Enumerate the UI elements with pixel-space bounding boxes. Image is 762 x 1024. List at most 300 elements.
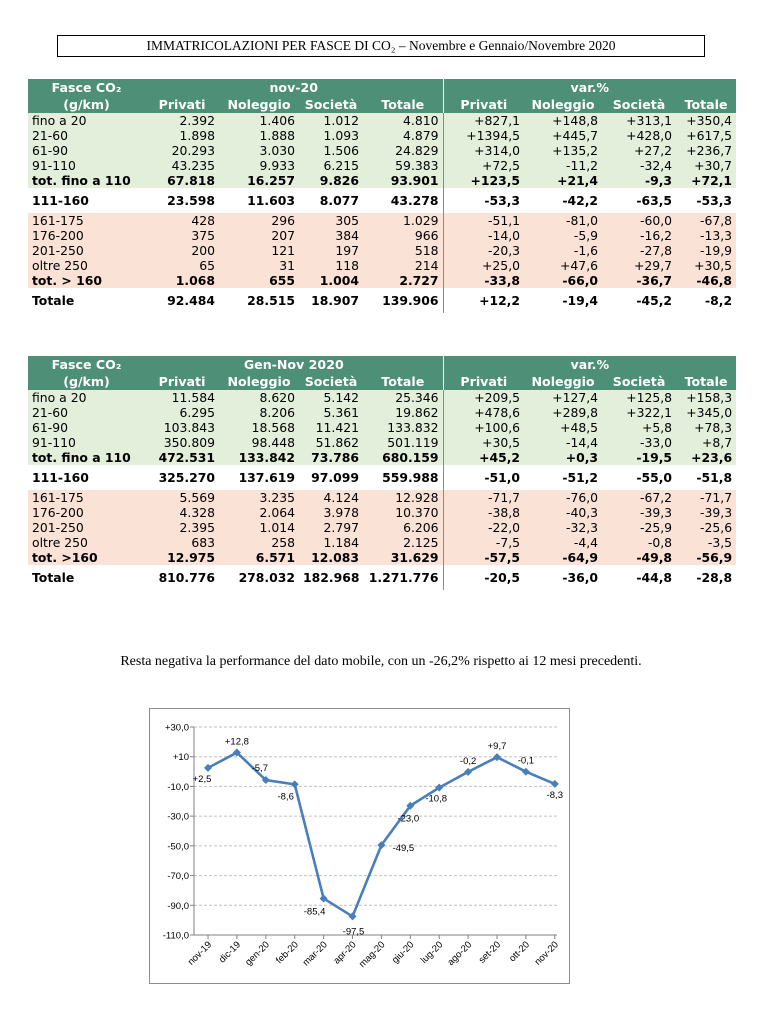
table-gen-nov-2020 bbox=[28, 356, 736, 590]
data-label: +12,8 bbox=[224, 736, 249, 748]
row-label: 91-110 bbox=[28, 158, 145, 173]
table-cell: -67,8 bbox=[676, 213, 736, 228]
table-cell: 24.829 bbox=[363, 143, 443, 158]
table-cell: 5.569 bbox=[145, 490, 219, 505]
data-label: -85,4 bbox=[303, 906, 326, 918]
table-cell: +78,3 bbox=[676, 420, 736, 435]
table-cell: 133.832 bbox=[363, 420, 443, 435]
table-cell: -25,6 bbox=[676, 520, 736, 535]
table-cell: 31.629 bbox=[363, 550, 443, 565]
table-cell: -33,0 bbox=[602, 435, 676, 450]
table-cell: 966 bbox=[363, 228, 443, 243]
table-cell: 51.862 bbox=[299, 435, 363, 450]
data-label: -5,7 bbox=[251, 763, 268, 775]
table-cell: 325.270 bbox=[145, 465, 219, 490]
data-label: -10,8 bbox=[425, 793, 448, 805]
column-header-row bbox=[28, 96, 736, 113]
table-cell: -22,0 bbox=[443, 520, 524, 535]
table-cell: -28,8 bbox=[676, 565, 736, 590]
table-cell: 5.142 bbox=[299, 390, 363, 405]
table-cell: 2.064 bbox=[219, 505, 299, 520]
table-cell: +100,6 bbox=[443, 420, 524, 435]
table-cell: -36,0 bbox=[524, 565, 602, 590]
table-cell: 501.119 bbox=[363, 435, 443, 450]
table-cell: 73.786 bbox=[299, 450, 363, 465]
table-cell: 182.968 bbox=[299, 565, 363, 590]
x-tick-label: gen-20 bbox=[243, 939, 272, 969]
table-cell: +45,2 bbox=[443, 450, 524, 465]
table-cell: -16,2 bbox=[602, 228, 676, 243]
table-cell: 518 bbox=[363, 243, 443, 258]
row-label: Totale bbox=[28, 565, 145, 590]
column-header: Totale bbox=[363, 96, 443, 113]
y-tick-label: -50,0 bbox=[167, 841, 189, 853]
table-row bbox=[28, 258, 736, 273]
table-cell: 4.879 bbox=[363, 128, 443, 143]
table-row bbox=[28, 158, 736, 173]
data-label: -97,5 bbox=[342, 926, 365, 938]
column-header: Noleggio bbox=[219, 96, 299, 113]
table-cell: 6.295 bbox=[145, 405, 219, 420]
row-label: tot. >160 bbox=[28, 550, 145, 565]
table-row bbox=[28, 288, 736, 313]
table-cell: +30,7 bbox=[676, 158, 736, 173]
table-cell: -14,0 bbox=[443, 228, 524, 243]
table-cell: 10.370 bbox=[363, 505, 443, 520]
fasce-unit-label: (g/km) bbox=[28, 373, 145, 390]
table-row bbox=[28, 450, 736, 465]
table-cell: +350,4 bbox=[676, 113, 736, 128]
table-cell: +23,6 bbox=[676, 450, 736, 465]
table-cell: +21,4 bbox=[524, 173, 602, 188]
table-cell: 1.014 bbox=[219, 520, 299, 535]
table-row bbox=[28, 490, 736, 505]
table-cell: 8.620 bbox=[219, 390, 299, 405]
table-row bbox=[28, 420, 736, 435]
chart-svg bbox=[149, 708, 570, 984]
table-cell: -64,9 bbox=[524, 550, 602, 565]
table-cell: +0,3 bbox=[524, 450, 602, 465]
table-cell: -19,5 bbox=[602, 450, 676, 465]
table-row bbox=[28, 565, 736, 590]
table-row bbox=[28, 128, 736, 143]
row-label: 176-200 bbox=[28, 228, 145, 243]
var-header: var.% bbox=[443, 79, 736, 96]
row-label: 61-90 bbox=[28, 420, 145, 435]
table-row bbox=[28, 228, 736, 243]
table-cell: +314,0 bbox=[443, 143, 524, 158]
table-cell: 1.271.776 bbox=[363, 565, 443, 590]
table-cell: +47,6 bbox=[524, 258, 602, 273]
table-cell: -66,0 bbox=[524, 273, 602, 288]
table-cell: -39,3 bbox=[602, 505, 676, 520]
y-tick-label: -30,0 bbox=[167, 811, 189, 823]
column-header: Privati bbox=[443, 96, 524, 113]
table-cell: +445,7 bbox=[524, 128, 602, 143]
table-cell: -71,7 bbox=[443, 490, 524, 505]
table-cell: 6.215 bbox=[299, 158, 363, 173]
table-cell: 25.346 bbox=[363, 390, 443, 405]
row-label: fino a 20 bbox=[28, 390, 145, 405]
table-cell: +148,8 bbox=[524, 113, 602, 128]
table-cell: 375 bbox=[145, 228, 219, 243]
table-cell: 121 bbox=[219, 243, 299, 258]
table-cell: 296 bbox=[219, 213, 299, 228]
table-cell: 2.125 bbox=[363, 535, 443, 550]
table-cell: 139.906 bbox=[363, 288, 443, 313]
table-cell: +12,2 bbox=[443, 288, 524, 313]
table-cell: 1.888 bbox=[219, 128, 299, 143]
table-cell: -56,9 bbox=[676, 550, 736, 565]
table-cell: -8,2 bbox=[676, 288, 736, 313]
table-row bbox=[28, 535, 736, 550]
table-cell: 350.809 bbox=[145, 435, 219, 450]
table-cell: +8,7 bbox=[676, 435, 736, 450]
column-header: Società bbox=[299, 373, 363, 390]
row-label: Totale bbox=[28, 288, 145, 313]
table-cell: 92.484 bbox=[145, 288, 219, 313]
table-cell: 6.206 bbox=[363, 520, 443, 535]
x-tick-label: ago-20 bbox=[445, 939, 475, 969]
table-cell: -1,6 bbox=[524, 243, 602, 258]
table-cell: 103.843 bbox=[145, 420, 219, 435]
table-cell: 1.406 bbox=[219, 113, 299, 128]
table-cell: 11.421 bbox=[299, 420, 363, 435]
table-row bbox=[28, 213, 736, 228]
row-label: tot. fino a 110 bbox=[28, 173, 145, 188]
column-header: Noleggio bbox=[524, 373, 602, 390]
data-label: -49,5 bbox=[392, 843, 415, 855]
y-tick-label: +30,0 bbox=[164, 722, 189, 734]
data-label: +2,5 bbox=[192, 773, 212, 785]
table-cell: -63,5 bbox=[602, 188, 676, 213]
table-cell: +289,8 bbox=[524, 405, 602, 420]
x-tick-label: apr-20 bbox=[331, 939, 359, 967]
row-label: tot. > 160 bbox=[28, 273, 145, 288]
row-label: tot. fino a 110 bbox=[28, 450, 145, 465]
y-tick-label: -110,0 bbox=[162, 930, 189, 942]
table-cell: 18.568 bbox=[219, 420, 299, 435]
table-cell: 683 bbox=[145, 535, 219, 550]
table-cell: +617,5 bbox=[676, 128, 736, 143]
table-row bbox=[28, 390, 736, 405]
table-cell: -20,3 bbox=[443, 243, 524, 258]
table-cell: +478,6 bbox=[443, 405, 524, 420]
x-tick-label: giu-20 bbox=[389, 939, 417, 966]
table-cell: +1394,5 bbox=[443, 128, 524, 143]
table-cell: 305 bbox=[299, 213, 363, 228]
column-header: Società bbox=[602, 96, 676, 113]
table-cell: +428,0 bbox=[602, 128, 676, 143]
row-label: 176-200 bbox=[28, 505, 145, 520]
table-cell: +29,7 bbox=[602, 258, 676, 273]
table-cell: 428 bbox=[145, 213, 219, 228]
row-label: oltre 250 bbox=[28, 535, 145, 550]
table-cell: +125,8 bbox=[602, 390, 676, 405]
table-cell: 1.004 bbox=[299, 273, 363, 288]
table-cell: 207 bbox=[219, 228, 299, 243]
row-label: 61-90 bbox=[28, 143, 145, 158]
table-cell: 43.278 bbox=[363, 188, 443, 213]
table-cell: 3.978 bbox=[299, 505, 363, 520]
table-cell: 20.293 bbox=[145, 143, 219, 158]
table-cell: 43.235 bbox=[145, 158, 219, 173]
table-cell: -38,8 bbox=[443, 505, 524, 520]
table-cell: -71,7 bbox=[676, 490, 736, 505]
y-tick-label: +10 bbox=[172, 752, 189, 764]
table-cell: -40,3 bbox=[524, 505, 602, 520]
table-cell: -45,2 bbox=[602, 288, 676, 313]
table-cell: 19.862 bbox=[363, 405, 443, 420]
table-cell: +236,7 bbox=[676, 143, 736, 158]
table-cell: +135,2 bbox=[524, 143, 602, 158]
table-cell: +25,0 bbox=[443, 258, 524, 273]
summary-sentence: Resta negativa la performance del dato mobile, con un -26,2% rispetto ai 12 mesi precedenti. bbox=[120, 654, 642, 669]
y-tick-label: -10,0 bbox=[167, 781, 189, 793]
table-cell: 12.928 bbox=[363, 490, 443, 505]
table-cell: 118 bbox=[299, 258, 363, 273]
table-cell: 31 bbox=[219, 258, 299, 273]
table-cell: 1.506 bbox=[299, 143, 363, 158]
table-cell: -19,9 bbox=[676, 243, 736, 258]
column-header: Totale bbox=[676, 96, 736, 113]
table-cell: -53,3 bbox=[676, 188, 736, 213]
table-row bbox=[28, 173, 736, 188]
table-cell: -49,8 bbox=[602, 550, 676, 565]
table-cell: 23.598 bbox=[145, 188, 219, 213]
table-cell: +72,1 bbox=[676, 173, 736, 188]
table-cell: 4.328 bbox=[145, 505, 219, 520]
period-header: Gen-Nov 2020 bbox=[145, 356, 443, 373]
table-cell: -0,8 bbox=[602, 535, 676, 550]
x-tick-label: lug-20 bbox=[418, 939, 446, 966]
table-cell: +322,1 bbox=[602, 405, 676, 420]
row-label: 201-250 bbox=[28, 243, 145, 258]
table-cell: 8.077 bbox=[299, 188, 363, 213]
table-cell: 2.395 bbox=[145, 520, 219, 535]
table-cell: +123,5 bbox=[443, 173, 524, 188]
column-header: Noleggio bbox=[524, 96, 602, 113]
table-cell: 214 bbox=[363, 258, 443, 273]
column-header: Noleggio bbox=[219, 373, 299, 390]
table-cell: 3.235 bbox=[219, 490, 299, 505]
table-cell: 1.184 bbox=[299, 535, 363, 550]
table-cell: 2.392 bbox=[145, 113, 219, 128]
table-cell: +345,0 bbox=[676, 405, 736, 420]
period-header: nov-20 bbox=[145, 79, 443, 96]
table-cell: +209,5 bbox=[443, 390, 524, 405]
table-cell: -11,2 bbox=[524, 158, 602, 173]
table-row bbox=[28, 505, 736, 520]
table-row bbox=[28, 435, 736, 450]
table-cell: 133.842 bbox=[219, 450, 299, 465]
row-label: 161-175 bbox=[28, 213, 145, 228]
table-cell: 655 bbox=[219, 273, 299, 288]
fasce-label: Fasce CO₂ bbox=[28, 356, 145, 373]
table-cell: 258 bbox=[219, 535, 299, 550]
table-cell: 384 bbox=[299, 228, 363, 243]
table-row bbox=[28, 113, 736, 128]
column-header: Privati bbox=[145, 373, 219, 390]
table-cell: -32,3 bbox=[524, 520, 602, 535]
data-label: -0,1 bbox=[517, 755, 535, 767]
table-nov-20 bbox=[28, 79, 736, 313]
table-cell: 16.257 bbox=[219, 173, 299, 188]
table-cell: 67.818 bbox=[145, 173, 219, 188]
y-tick-label: -70,0 bbox=[167, 871, 189, 883]
column-header: Società bbox=[602, 373, 676, 390]
row-label: 201-250 bbox=[28, 520, 145, 535]
table-row bbox=[28, 465, 736, 490]
table-cell: -76,0 bbox=[524, 490, 602, 505]
table-cell: 97.099 bbox=[299, 465, 363, 490]
table-cell: -36,7 bbox=[602, 273, 676, 288]
x-tick-label: set-20 bbox=[476, 939, 504, 966]
table-cell: 559.988 bbox=[363, 465, 443, 490]
table-cell: 4.124 bbox=[299, 490, 363, 505]
table-cell: 59.383 bbox=[363, 158, 443, 173]
row-label: 111-160 bbox=[28, 465, 145, 490]
table-cell: 680.159 bbox=[363, 450, 443, 465]
table-cell: +72,5 bbox=[443, 158, 524, 173]
row-label: 21-60 bbox=[28, 405, 145, 420]
table-row bbox=[28, 405, 736, 420]
table-cell: +5,8 bbox=[602, 420, 676, 435]
data-label: +9,7 bbox=[487, 741, 507, 753]
table-cell: -27,8 bbox=[602, 243, 676, 258]
table-cell: -7,5 bbox=[443, 535, 524, 550]
table-cell: 1.012 bbox=[299, 113, 363, 128]
table-cell: 93.901 bbox=[363, 173, 443, 188]
table-cell: 11.603 bbox=[219, 188, 299, 213]
table-cell: -14,4 bbox=[524, 435, 602, 450]
row-label: 21-60 bbox=[28, 128, 145, 143]
table-cell: 18.907 bbox=[299, 288, 363, 313]
x-tick-label: dic-19 bbox=[216, 939, 244, 966]
table-cell: -25,9 bbox=[602, 520, 676, 535]
table-cell: 12.083 bbox=[299, 550, 363, 565]
table-cell: -19,4 bbox=[524, 288, 602, 313]
table-cell: 28.515 bbox=[219, 288, 299, 313]
table-cell: 11.584 bbox=[145, 390, 219, 405]
table-cell: 1.068 bbox=[145, 273, 219, 288]
table-cell: 9.826 bbox=[299, 173, 363, 188]
table-row bbox=[28, 243, 736, 258]
table-cell: 278.032 bbox=[219, 565, 299, 590]
table-cell: 472.531 bbox=[145, 450, 219, 465]
table-cell: -51,0 bbox=[443, 465, 524, 490]
row-label: 111-160 bbox=[28, 188, 145, 213]
table-cell: 3.030 bbox=[219, 143, 299, 158]
table-cell: +48,5 bbox=[524, 420, 602, 435]
table-cell: +27,2 bbox=[602, 143, 676, 158]
table-cell: +127,4 bbox=[524, 390, 602, 405]
table-cell: -81,0 bbox=[524, 213, 602, 228]
table-cell: 197 bbox=[299, 243, 363, 258]
table-cell: 6.571 bbox=[219, 550, 299, 565]
table-cell: 1.093 bbox=[299, 128, 363, 143]
table-cell: 8.206 bbox=[219, 405, 299, 420]
column-header: Società bbox=[299, 96, 363, 113]
table-row bbox=[28, 188, 736, 213]
table-cell: 1.029 bbox=[363, 213, 443, 228]
table-cell: 1.898 bbox=[145, 128, 219, 143]
column-header: Totale bbox=[363, 373, 443, 390]
x-tick-label: nov-20 bbox=[532, 939, 561, 968]
column-header: Privati bbox=[145, 96, 219, 113]
x-tick-label: ott-20 bbox=[507, 939, 533, 965]
table-cell: -32,4 bbox=[602, 158, 676, 173]
table-row bbox=[28, 550, 736, 565]
table-row bbox=[28, 143, 736, 158]
row-label: fino a 20 bbox=[28, 113, 145, 128]
x-tick-label: feb-20 bbox=[273, 939, 301, 967]
table-row bbox=[28, 273, 736, 288]
table-cell: -44,8 bbox=[602, 565, 676, 590]
table-cell: 12.975 bbox=[145, 550, 219, 565]
document-title: IMMATRICOLAZIONI PER FASCE DI CO₂ – Novembre e Gennaio/Novembre 2020 bbox=[57, 35, 705, 57]
table-cell: -51,1 bbox=[443, 213, 524, 228]
y-tick-label: -90,0 bbox=[167, 900, 189, 912]
table-cell: 810.776 bbox=[145, 565, 219, 590]
x-tick-label: nov-19 bbox=[185, 939, 215, 968]
table-cell: 9.933 bbox=[219, 158, 299, 173]
table-cell: -55,0 bbox=[602, 465, 676, 490]
table-cell: +313,1 bbox=[602, 113, 676, 128]
table-cell: +30,5 bbox=[443, 435, 524, 450]
table-cell: 5.361 bbox=[299, 405, 363, 420]
column-header: Totale bbox=[676, 373, 736, 390]
data-label: -0,2 bbox=[459, 755, 477, 767]
table-cell: -53,3 bbox=[443, 188, 524, 213]
table-cell: 200 bbox=[145, 243, 219, 258]
table-cell: -46,8 bbox=[676, 273, 736, 288]
line-chart bbox=[149, 708, 570, 984]
table-cell: -67,2 bbox=[602, 490, 676, 505]
table-cell: 98.448 bbox=[219, 435, 299, 450]
table-cell: -9,3 bbox=[602, 173, 676, 188]
table-cell: 4.810 bbox=[363, 113, 443, 128]
table-cell: 137.619 bbox=[219, 465, 299, 490]
fasce-unit-label: (g/km) bbox=[28, 96, 145, 113]
table-cell: -60,0 bbox=[602, 213, 676, 228]
column-header-row bbox=[28, 373, 736, 390]
row-label: 91-110 bbox=[28, 435, 145, 450]
x-tick-label: mag-20 bbox=[356, 939, 388, 970]
table-cell: -4,4 bbox=[524, 535, 602, 550]
table-cell: +827,1 bbox=[443, 113, 524, 128]
table-cell: -51,8 bbox=[676, 465, 736, 490]
row-label: 161-175 bbox=[28, 490, 145, 505]
table-row bbox=[28, 520, 736, 535]
column-header: Privati bbox=[443, 373, 524, 390]
table-cell: -33,8 bbox=[443, 273, 524, 288]
row-label: oltre 250 bbox=[28, 258, 145, 273]
table-cell: -57,5 bbox=[443, 550, 524, 565]
table-cell: -39,3 bbox=[676, 505, 736, 520]
data-label: -8,6 bbox=[277, 791, 294, 803]
table-cell: -13,3 bbox=[676, 228, 736, 243]
table-cell: -42,2 bbox=[524, 188, 602, 213]
table-cell: -20,5 bbox=[443, 565, 524, 590]
table-cell: -5,9 bbox=[524, 228, 602, 243]
table-cell: 65 bbox=[145, 258, 219, 273]
table-cell: +158,3 bbox=[676, 390, 736, 405]
table-cell: 2.797 bbox=[299, 520, 363, 535]
table-cell: -51,2 bbox=[524, 465, 602, 490]
table-cell: 2.727 bbox=[363, 273, 443, 288]
data-label: -23,0 bbox=[397, 813, 420, 825]
